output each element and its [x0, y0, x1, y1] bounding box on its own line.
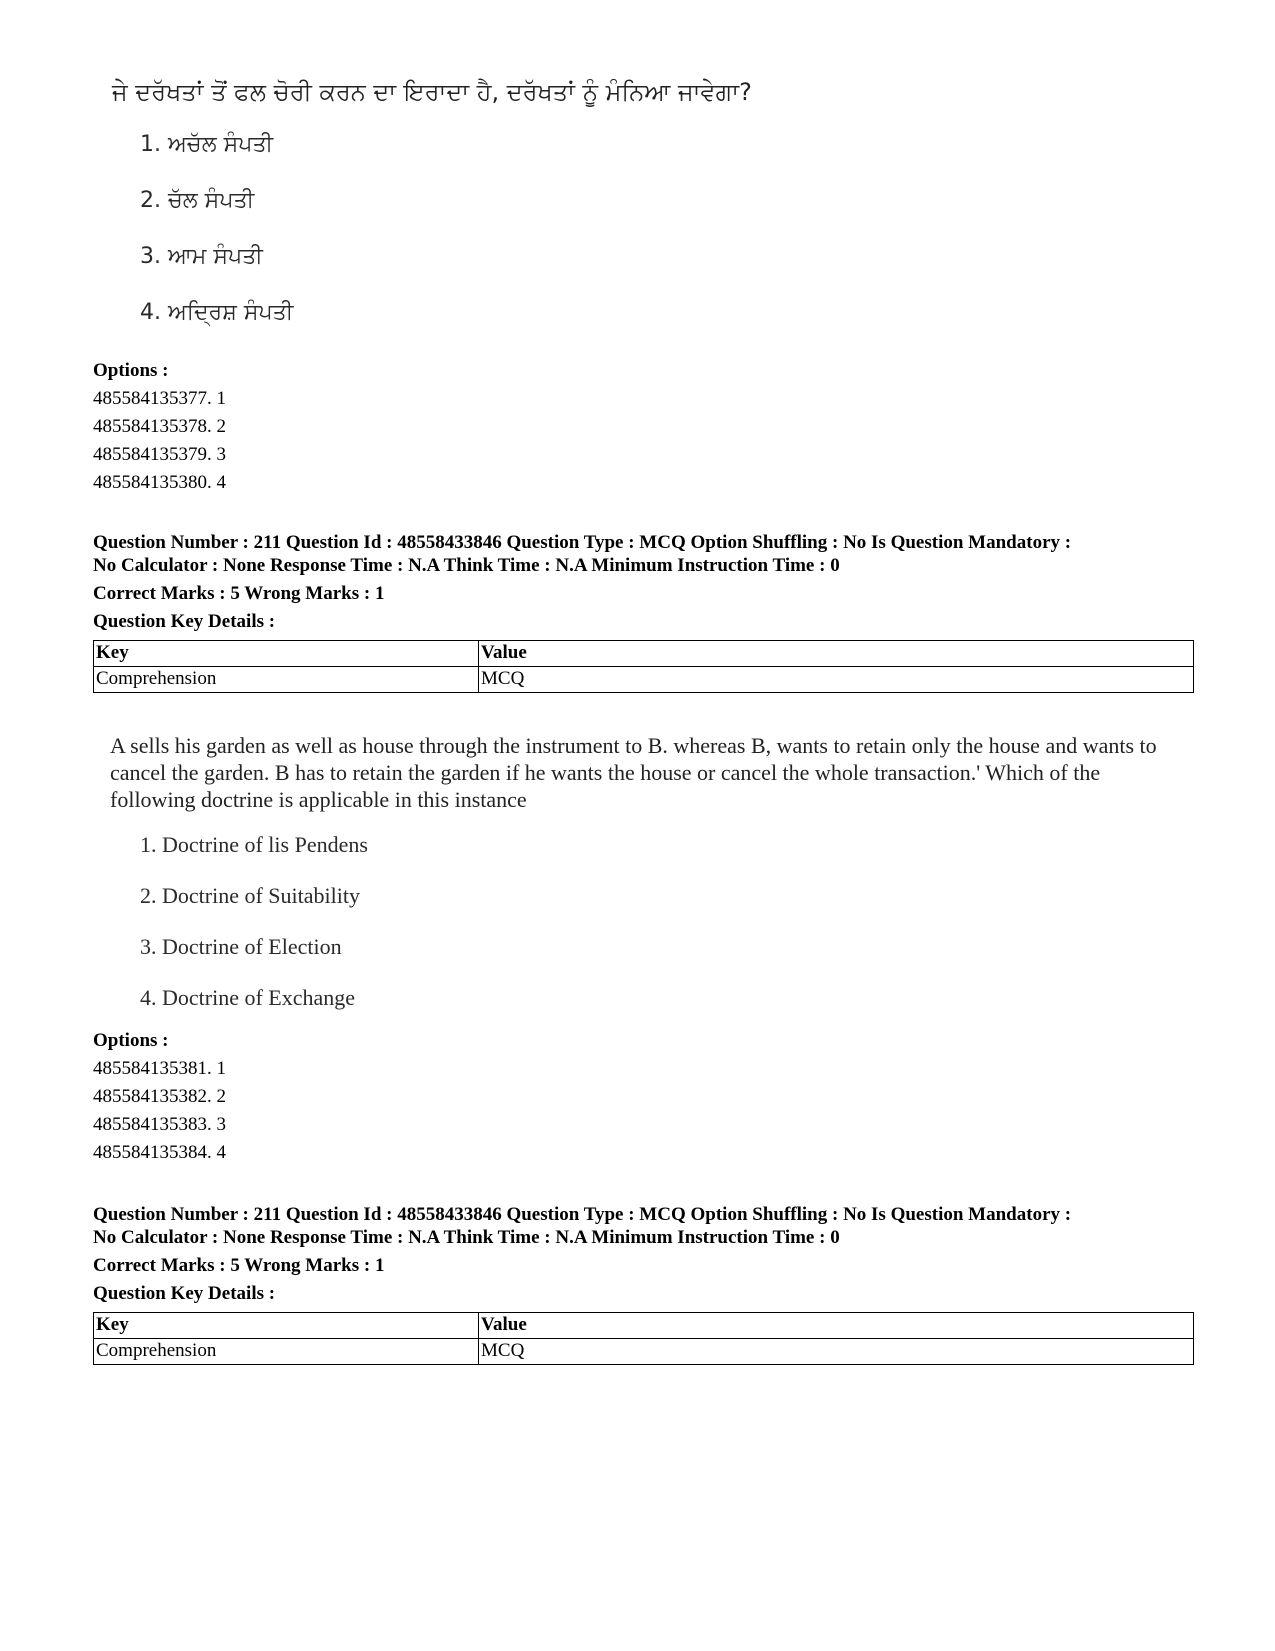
choice-3: 3. ਆਮ ਸੰਪਤੀ — [140, 244, 263, 269]
question-image-2 — [92, 732, 1172, 1022]
choice-2: 2. ਚੱਲ ਸੰਪਤੀ — [140, 188, 255, 213]
table-row — [94, 1339, 1194, 1365]
choice-4: 4. Doctrine of Exchange — [140, 985, 356, 1010]
choice-3: 3. Doctrine of Election — [140, 934, 342, 959]
key-header: Key — [94, 641, 479, 667]
option-item: 485584135382. 2 — [93, 1086, 226, 1107]
question-image-1 — [92, 76, 1172, 356]
table-header-row — [94, 641, 1194, 667]
choice-1: 1. Doctrine of lis Pendens — [140, 832, 368, 857]
option-item: 485584135383. 3 — [93, 1114, 226, 1135]
value-header: Value — [479, 641, 1194, 667]
option-item: 485584135378. 2 — [93, 416, 226, 437]
value-header: Value — [479, 1313, 1194, 1339]
option-item: 485584135377. 1 — [93, 388, 226, 409]
table-header-row — [94, 1313, 1194, 1339]
option-item: 485584135381. 1 — [93, 1058, 226, 1079]
key-header: Key — [94, 1313, 479, 1339]
marks-line: Correct Marks : 5 Wrong Marks : 1 — [93, 583, 385, 604]
key-details-label: Question Key Details : — [93, 1283, 276, 1304]
option-item: 485584135379. 3 — [93, 444, 226, 465]
value-cell: MCQ — [479, 667, 1194, 693]
meta-line-1: Question Number : 211 Question Id : 48558433846 Question Type : MCQ Option Shuffling : No Is Question Mandatory : — [93, 532, 1072, 553]
options-label: Options : — [93, 360, 169, 381]
marks-line: Correct Marks : 5 Wrong Marks : 1 — [93, 1255, 385, 1276]
meta-line-1: Question Number : 211 Question Id : 48558433846 Question Type : MCQ Option Shuffling : No Is Question Mandatory : — [93, 1204, 1072, 1225]
value-cell: MCQ — [479, 1339, 1194, 1365]
option-item: 485584135380. 4 — [93, 472, 226, 493]
key-cell: Comprehension — [94, 1339, 479, 1365]
question-meta-1 — [93, 531, 1193, 634]
option-item: 485584135384. 4 — [93, 1142, 226, 1163]
options-block-1 — [93, 357, 226, 497]
key-details-label: Question Key Details : — [93, 611, 276, 632]
key-value-table-2 — [93, 1312, 1194, 1365]
options-block-2 — [93, 1027, 226, 1167]
choice-4: 4. ਅਦ੍ਰਿਸ਼ ਸੰਪਤੀ — [140, 300, 294, 325]
options-label: Options : — [93, 1030, 169, 1051]
table-row — [94, 667, 1194, 693]
question-meta-2 — [93, 1203, 1193, 1306]
choice-2: 2. Doctrine of Suitability — [140, 883, 360, 908]
meta-line-2: No Calculator : None Response Time : N.A Think Time : N.A Minimum Instruction Time : 0 — [93, 1227, 840, 1248]
meta-line-2: No Calculator : None Response Time : N.A Think Time : N.A Minimum Instruction Time : 0 — [93, 555, 840, 576]
question-text: ਜੇ ਦਰੱਖਤਾਂ ਤੋਂ ਫਲ ਚੋਰੀ ਕਰਨ ਦਾ ਇਰਾਦਾ ਹੈ, ਦਰੱਖਤਾਂ ਨੂੰ ਮੰਨਿਆ ਜਾਵੇਗਾ? — [112, 78, 752, 106]
choice-1: 1. ਅਚੱਲ ਸੰਪਤੀ — [140, 132, 274, 157]
question-text: A sells his garden as well as house through the instrument to B. whereas B, wants to retain only the house and wants to cancel the garden. B has to retain the garden if he wants the house or cancel the whole transaction.' Which of the following doctrine is applicable in this instance — [110, 733, 1157, 812]
key-cell: Comprehension — [94, 667, 479, 693]
key-value-table-1 — [93, 640, 1194, 693]
